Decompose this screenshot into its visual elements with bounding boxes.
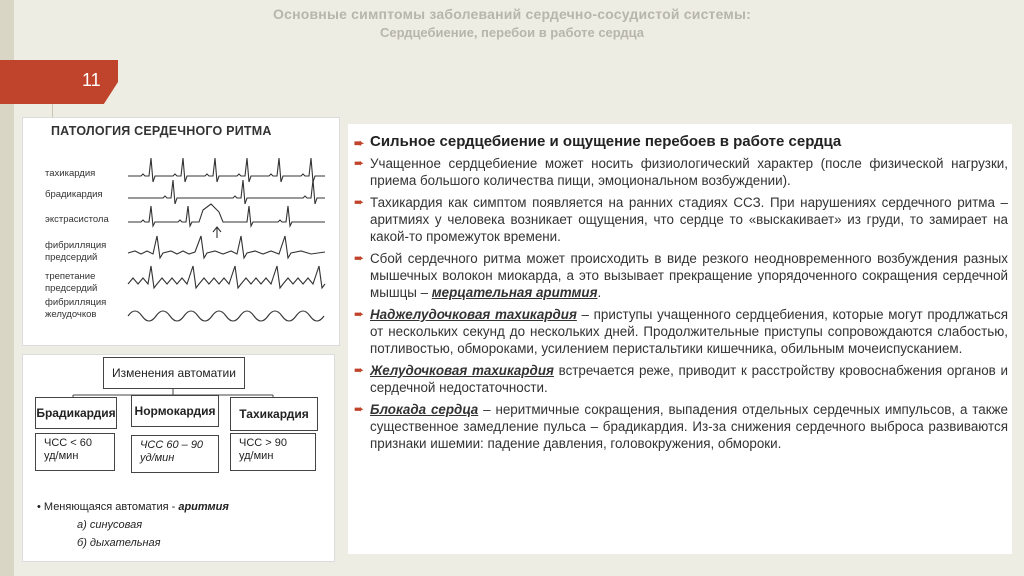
bullet-arrow-icon: ➨ [354, 402, 365, 416]
ecg-label-vf-2: желудочков [45, 309, 97, 320]
ecg-figure [22, 117, 340, 346]
bullet-text-2: Тахикардия как симптом появляется на ранних стадиях ССЗ. При нарушениях сердечного ритма – аритмиях у человека возникает ощущения, что сердце то «выскакивает» из груди, то замирает на какой-то промежуток времени. [370, 195, 1008, 244]
bullet-text-3: Сбой сердечного ритма может происходить в виде резкого неодновременного возбуждения разных мышечных волокон миокарда, а это вызывает прекращение упорядоченного сокращения сердечной мышцы – [370, 251, 1008, 300]
normocardia-box: Нормокардия [131, 395, 219, 427]
tachycardia-box: Тахикардия [230, 397, 318, 431]
slide-number: 11 [82, 70, 101, 90]
bullet-arrow-icon: ➨ [354, 251, 365, 265]
bradycardia-hr-line1: ЧСС < 60 [44, 437, 92, 449]
bradycardia-hr-box [35, 433, 115, 471]
ecg-label-flutter-1: трепетание [45, 271, 96, 282]
bullet-arrow-icon: ➨ [354, 195, 365, 209]
slide-subtitle: Сердцебиение, перебои в работе сердца [379, 25, 645, 40]
term-atrial-fibrillation: мерцательная аритмия [431, 285, 598, 300]
main-text-panel [348, 124, 1012, 554]
tachycardia-hr-line2: уд/мин [239, 450, 274, 462]
trace-extrasystole [128, 204, 325, 226]
lead-bullet [352, 132, 1008, 152]
bullet-ventricular [352, 362, 1008, 396]
bradycardia-box: Брадикардия [35, 397, 117, 429]
term-supraventricular: Наджелудочковая тахикардия [370, 307, 577, 322]
bullet-text-6: – неритмичные сокращения, выпадения отдельных сердечных импульсов, а также существенное замедление пульса – брадикардия. Из-за снижения сердечного выброса развиваются признаки ишемии: падение давления, головокружения, обмороки. [370, 402, 1008, 451]
tachycardia-hr-line1: ЧСС > 90 [239, 437, 287, 449]
ecg-label-bradycardia: брадикардия [45, 189, 103, 200]
bullet-text-1: Учащенное сердцебиение может носить физиологический характер (после физической нагрузки, приема большого количества пищи, эмоциональном возбуждении). [370, 156, 1008, 188]
trace-atrial-flutter [128, 266, 325, 288]
bullet-tachycardia [352, 194, 1008, 245]
automation-diagram [22, 354, 335, 562]
slide-header [0, 6, 1024, 40]
ecg-traces [23, 118, 339, 345]
bullet-physiological [352, 155, 1008, 189]
term-ventricular: Желудочковая тахикардия [370, 363, 554, 378]
note-prefix: • Меняющаяся автоматия - [37, 501, 179, 513]
note-respiratory: б) дыхательная [77, 537, 161, 549]
bullet-heart-block [352, 401, 1008, 452]
term-heart-block: Блокада сердца [370, 402, 479, 417]
bullet-text-5: встречается реже, приводит к расстройству кровоснабжения органов и сердечной недостаточности. [370, 363, 1008, 395]
trace-bradycardia [128, 180, 325, 204]
ecg-label-af-1: фибрилляция [45, 240, 107, 251]
normocardia-hr-line1: ЧСС 60 – 90 [140, 439, 204, 451]
bullet-list [348, 124, 1012, 452]
tachycardia-hr-box [230, 433, 316, 471]
bradycardia-hr-line2: уд/мин [44, 450, 79, 462]
bullet-atrial-fibrillation [352, 250, 1008, 301]
bullet-arrow-icon: ➨ [354, 363, 365, 377]
bullet-text-4: – приступы учащенного сердцебиения, которые могут продлжаться от нескольких секунд до нескольких дней. Продолжительные приступы сопровождаются слабостью, потливостью, обмороками, усилением перистальтики кишечника, обильным мочеиспусканием. [370, 307, 1008, 356]
normocardia-hr-line2: уд/мин [140, 452, 175, 464]
bullet-supraventricular [352, 306, 1008, 357]
note-emphasis: аритмия [178, 501, 229, 513]
ecg-label-af-2: предсердий [45, 252, 98, 263]
trace-tachycardia [128, 158, 325, 182]
extrasystole-arrow-icon [213, 227, 221, 238]
slide-title: Основные симптомы заболеваний сердечно-сосудистой системы: [273, 6, 751, 22]
ecg-label-extrasystole: экстрасистола [45, 214, 109, 225]
bullet-arrow-icon: ➨ [354, 136, 365, 150]
note-sinus: а) синусовая [77, 519, 143, 531]
bullet-arrow-icon: ➨ [354, 307, 365, 321]
trace-atrial-fibrillation [128, 236, 325, 258]
trace-ventricular-fibrillation [128, 311, 324, 321]
ecg-label-vf-1: фибрилляция [45, 297, 107, 308]
bullet-arrow-icon: ➨ [354, 156, 365, 170]
automation-header-box: Изменения автоматии [103, 357, 245, 389]
bullet-text-3-end: . [597, 285, 602, 300]
normocardia-hr-box [131, 435, 219, 473]
ecg-label-flutter-2: предсердий [45, 283, 98, 294]
variable-automation-note [37, 501, 229, 513]
ecg-title: ПАТОЛОГИЯ СЕРДЕЧНОГО РИТМА [51, 124, 272, 138]
lead-text: Сильное сердцебиение и ощущение перебоев в работе сердца [370, 133, 842, 150]
ecg-label-tachycardia: тахикардия [45, 168, 96, 179]
